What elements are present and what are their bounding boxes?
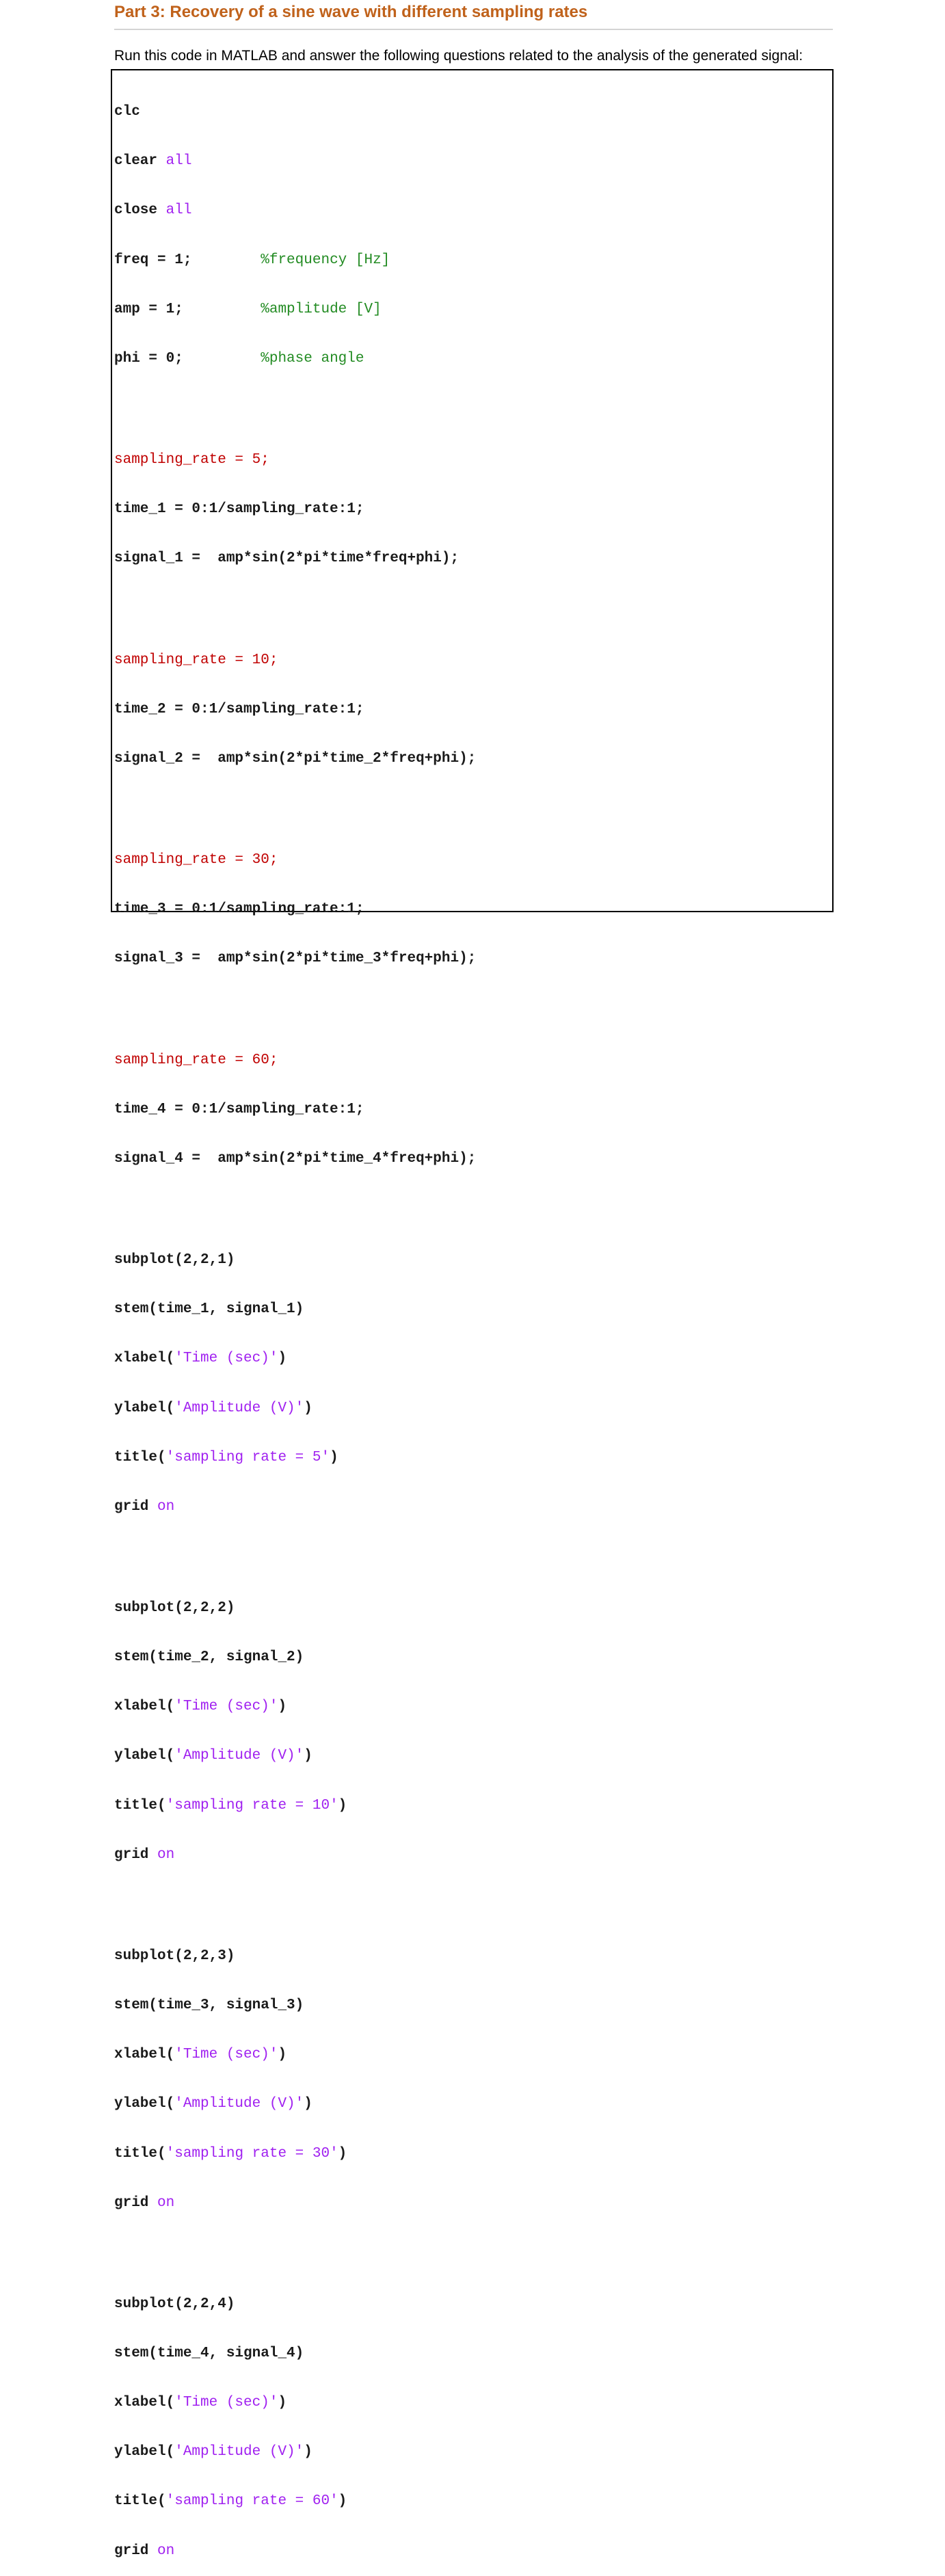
code-line: sampling_rate = 30; xyxy=(114,852,278,868)
code-line: title('sampling rate = 10') xyxy=(114,1797,347,1814)
code-line: close all xyxy=(114,202,192,219)
code-line: ylabel('Amplitude (V)') xyxy=(114,1748,312,1764)
code-line: xlabel('Time (sec)') xyxy=(114,2395,287,2411)
code-line: ylabel('Amplitude (V)') xyxy=(114,2096,312,2112)
code-line: title('sampling rate = 5') xyxy=(114,1449,338,1465)
code-line: subplot(2,2,1) xyxy=(114,1252,235,1269)
code-line: time_4 = 0:1/sampling_rate:1; xyxy=(114,1101,364,1117)
code-line: stem(time_3, signal_3) xyxy=(114,1997,304,2014)
code-line: time_1 = 0:1/sampling_rate:1; xyxy=(114,501,364,518)
code-line: signal_2 = amp*sin(2*pi*time_2*freq+phi); xyxy=(114,750,477,767)
code-line: freq = 1; %frequency [Hz] xyxy=(114,252,390,268)
code-line: xlabel('Time (sec)') xyxy=(114,2047,287,2063)
code-line: signal_1 = amp*sin(2*pi*time*freq+phi); xyxy=(114,550,460,567)
code-line: sampling_rate = 60; xyxy=(114,1052,278,1068)
instructions-text: Run this code in MATLAB and answer the following questions related to the analysis of the generated signal: xyxy=(114,48,803,64)
code-line: signal_4 = amp*sin(2*pi*time_4*freq+phi); xyxy=(114,1150,477,1167)
code-line: time_3 = 0:1/sampling_rate:1; xyxy=(114,901,364,918)
code-line: xlabel('Time (sec)') xyxy=(114,1699,287,1715)
code-line: grid on xyxy=(114,1498,175,1515)
code-line: ylabel('Amplitude (V)') xyxy=(114,1400,312,1416)
code-line: stem(time_2, signal_2) xyxy=(114,1649,304,1666)
code-line: title('sampling rate = 60') xyxy=(114,2493,347,2510)
page-title: Part 3: Recovery of a sine wave with different sampling rates xyxy=(114,3,588,21)
code-line: grid on xyxy=(114,1846,175,1863)
code-line: subplot(2,2,2) xyxy=(114,1600,235,1617)
title-divider xyxy=(114,29,833,30)
code-line: stem(time_4, signal_4) xyxy=(114,2346,304,2362)
code-line: sampling_rate = 10; xyxy=(114,652,278,668)
code-line: amp = 1; %amplitude [V] xyxy=(114,301,382,317)
code-line: subplot(2,2,4) xyxy=(114,2296,235,2312)
code-line: ylabel('Amplitude (V)') xyxy=(114,2444,312,2460)
code-line: xlabel('Time (sec)') xyxy=(114,1351,287,1367)
code-line: time_2 = 0:1/sampling_rate:1; xyxy=(114,701,364,717)
code-line: title('sampling rate = 30') xyxy=(114,2145,347,2162)
code-line: signal_3 = amp*sin(2*pi*time_3*freq+phi); xyxy=(114,951,477,967)
code-line: grid on xyxy=(114,2542,175,2559)
code-line: subplot(2,2,3) xyxy=(114,1948,235,1964)
code-line: grid on xyxy=(114,2194,175,2211)
code-line: clear all xyxy=(114,153,192,170)
matlab-code xyxy=(114,71,476,2576)
code-line: sampling_rate = 5; xyxy=(114,452,269,468)
code-line: clc xyxy=(114,104,140,120)
code-line: stem(time_1, signal_1) xyxy=(114,1301,304,1318)
code-line: phi = 0; %phase angle xyxy=(114,350,364,367)
